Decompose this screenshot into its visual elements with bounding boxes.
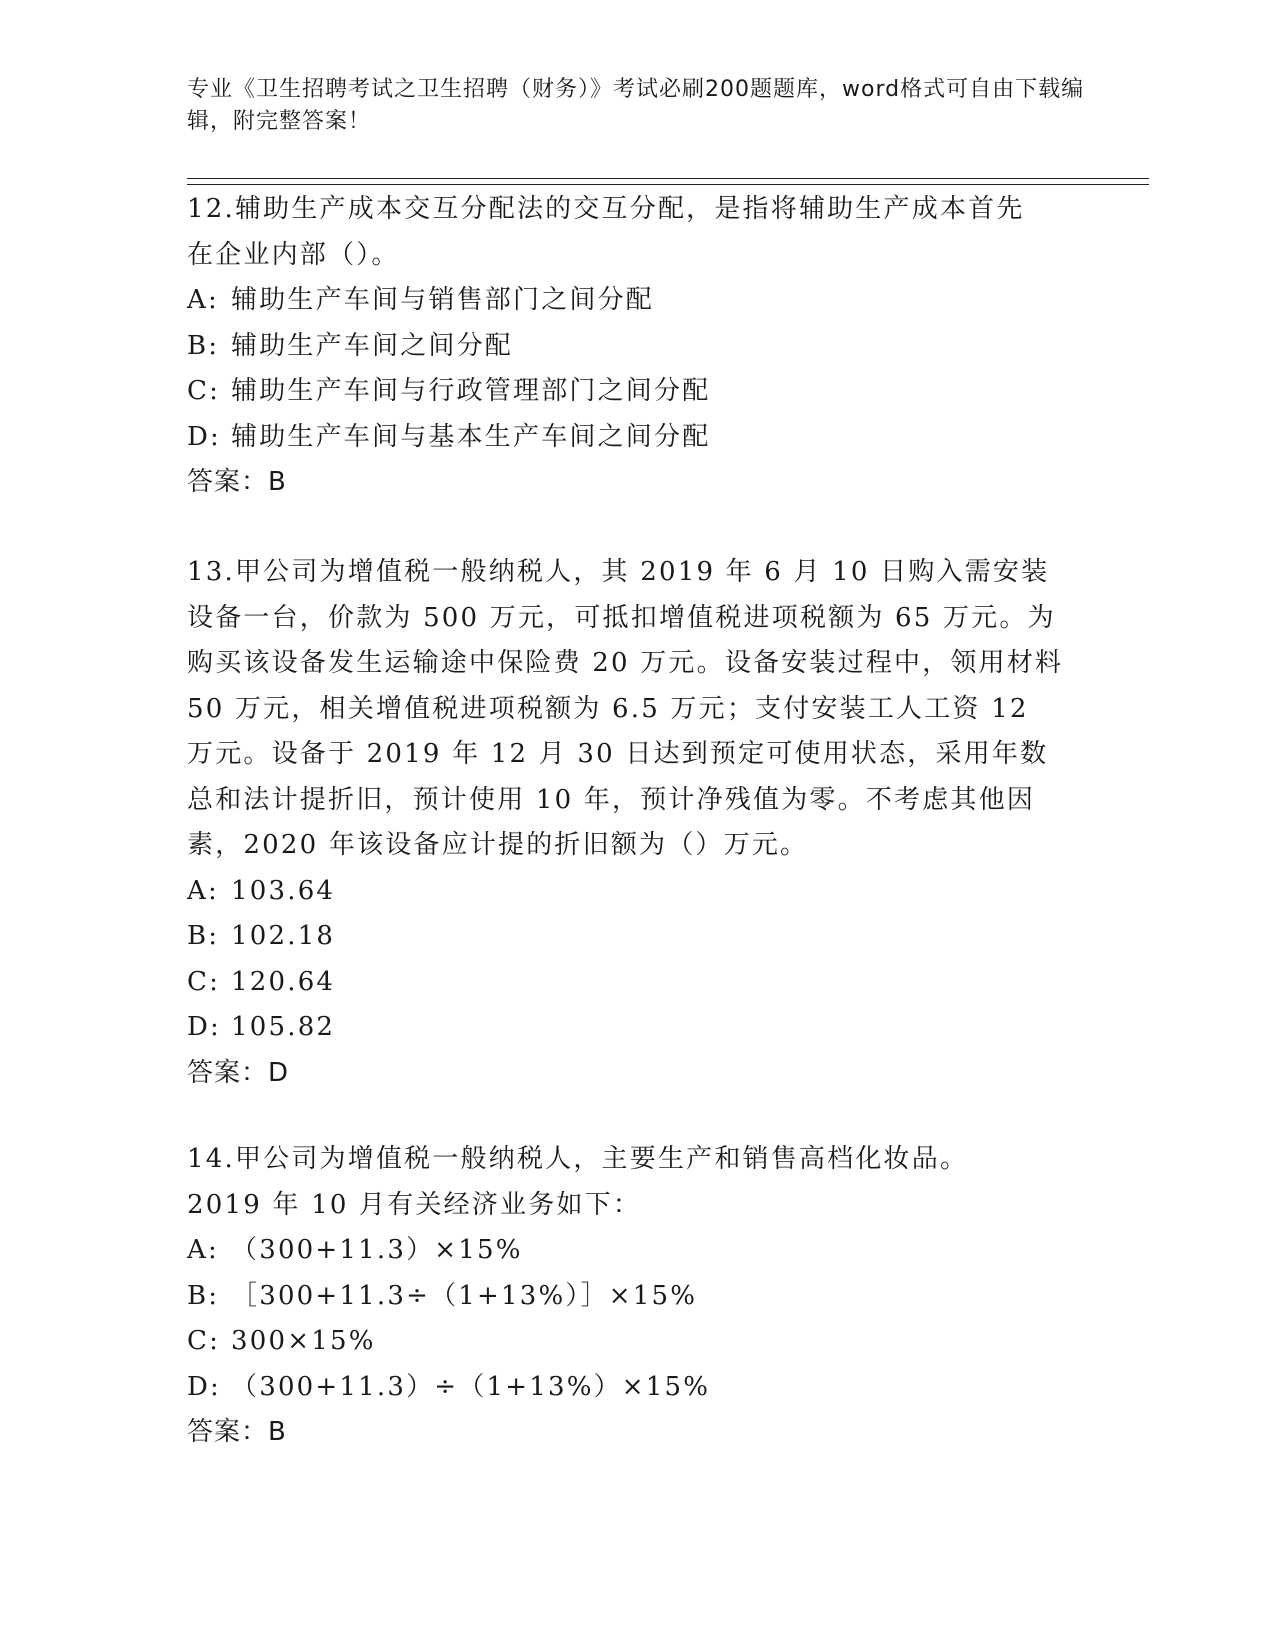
- option-key: C:: [187, 966, 221, 997]
- option-c: [187, 1319, 1087, 1365]
- question-stem: 13.甲公司为增值税一般纳税人，其 2019 年 6 月 10 日购入需安装设备一台，价款为 500 万元，可抵扣增值税进项税额为 65 万元。为购买该设备发生运输途中保险费 20 万元。设备安装过程中，领用材料 50 万元，相关增值税进项税额为 6.5 万元；支付安装工人工资 12 万元。设备于 2019 年 12 月 30 日达到预定可使用状态，采用年数总和法计提折旧，预计使用 10 年，预计净残值为零。不考虑其他因素，2020 年该设备应计提的折旧额为（）万元。: [187, 557, 1064, 860]
- option-b: [187, 1274, 1087, 1320]
- option-text: 102.18: [231, 921, 336, 951]
- option-text: 120.64: [231, 966, 336, 997]
- option-text: 105.82: [231, 1012, 336, 1042]
- option-d: [187, 1365, 1087, 1411]
- option-text: 300×15%: [231, 1326, 376, 1356]
- option-text: 辅助生产车间与销售部门之间分配: [231, 285, 655, 315]
- header-divider-bottom: [187, 184, 1149, 185]
- question-14: [187, 1137, 1087, 1456]
- option-key: D:: [187, 421, 222, 452]
- answer-label: 答案：D: [187, 1057, 290, 1088]
- answer-label: 答案：B: [187, 467, 287, 497]
- option-text: （300+11.3）×15%: [231, 1235, 523, 1265]
- option-a: [187, 869, 1087, 915]
- option-text: 辅助生产车间之间分配: [231, 330, 514, 361]
- option-a: [187, 1228, 1087, 1274]
- option-d: [187, 415, 1087, 461]
- option-key: A:: [187, 1235, 219, 1265]
- option-b: [187, 914, 1087, 960]
- option-key: B:: [187, 330, 220, 361]
- option-key: C:: [187, 376, 221, 406]
- answer-label: 答案：B: [187, 1417, 287, 1447]
- option-key: D:: [187, 1371, 222, 1402]
- option-c: [187, 960, 1087, 1006]
- option-d: [187, 1005, 1087, 1051]
- option-c: [187, 369, 1087, 415]
- option-key: B:: [187, 921, 220, 951]
- option-a: [187, 278, 1087, 324]
- question-stem: 12.辅助生产成本交互分配法的交互分配，是指将辅助生产成本首先在企业内部（）。: [187, 194, 1025, 270]
- header-divider-top: [187, 178, 1149, 179]
- question-stem: 14.甲公司为增值税一般纳税人，主要生产和销售高档化妆品。2019 年 10 月有关经济业务如下：: [187, 1144, 969, 1220]
- question-13: [187, 550, 1087, 1096]
- option-text: 辅助生产车间与行政管理部门之间分配: [231, 376, 711, 406]
- option-text: 103.64: [231, 875, 336, 906]
- option-key: A:: [187, 875, 219, 906]
- option-b: [187, 324, 1087, 370]
- option-text: 辅助生产车间与基本生产车间之间分配: [231, 421, 711, 452]
- document-header: 专业《卫生招聘考试之卫生招聘（财务）》考试必刷200题题库，word格式可自由下载编辑，附完整答案！: [187, 77, 1085, 134]
- option-text: （300+11.3）÷（1+13%）×15%: [231, 1371, 711, 1402]
- option-text: ［300+11.3÷（1+13%）］×15%: [231, 1280, 698, 1311]
- option-key: A:: [187, 285, 219, 315]
- option-key: C:: [187, 1326, 221, 1356]
- question-12: [187, 187, 1087, 506]
- option-key: B:: [187, 1280, 220, 1311]
- option-key: D:: [187, 1012, 222, 1042]
